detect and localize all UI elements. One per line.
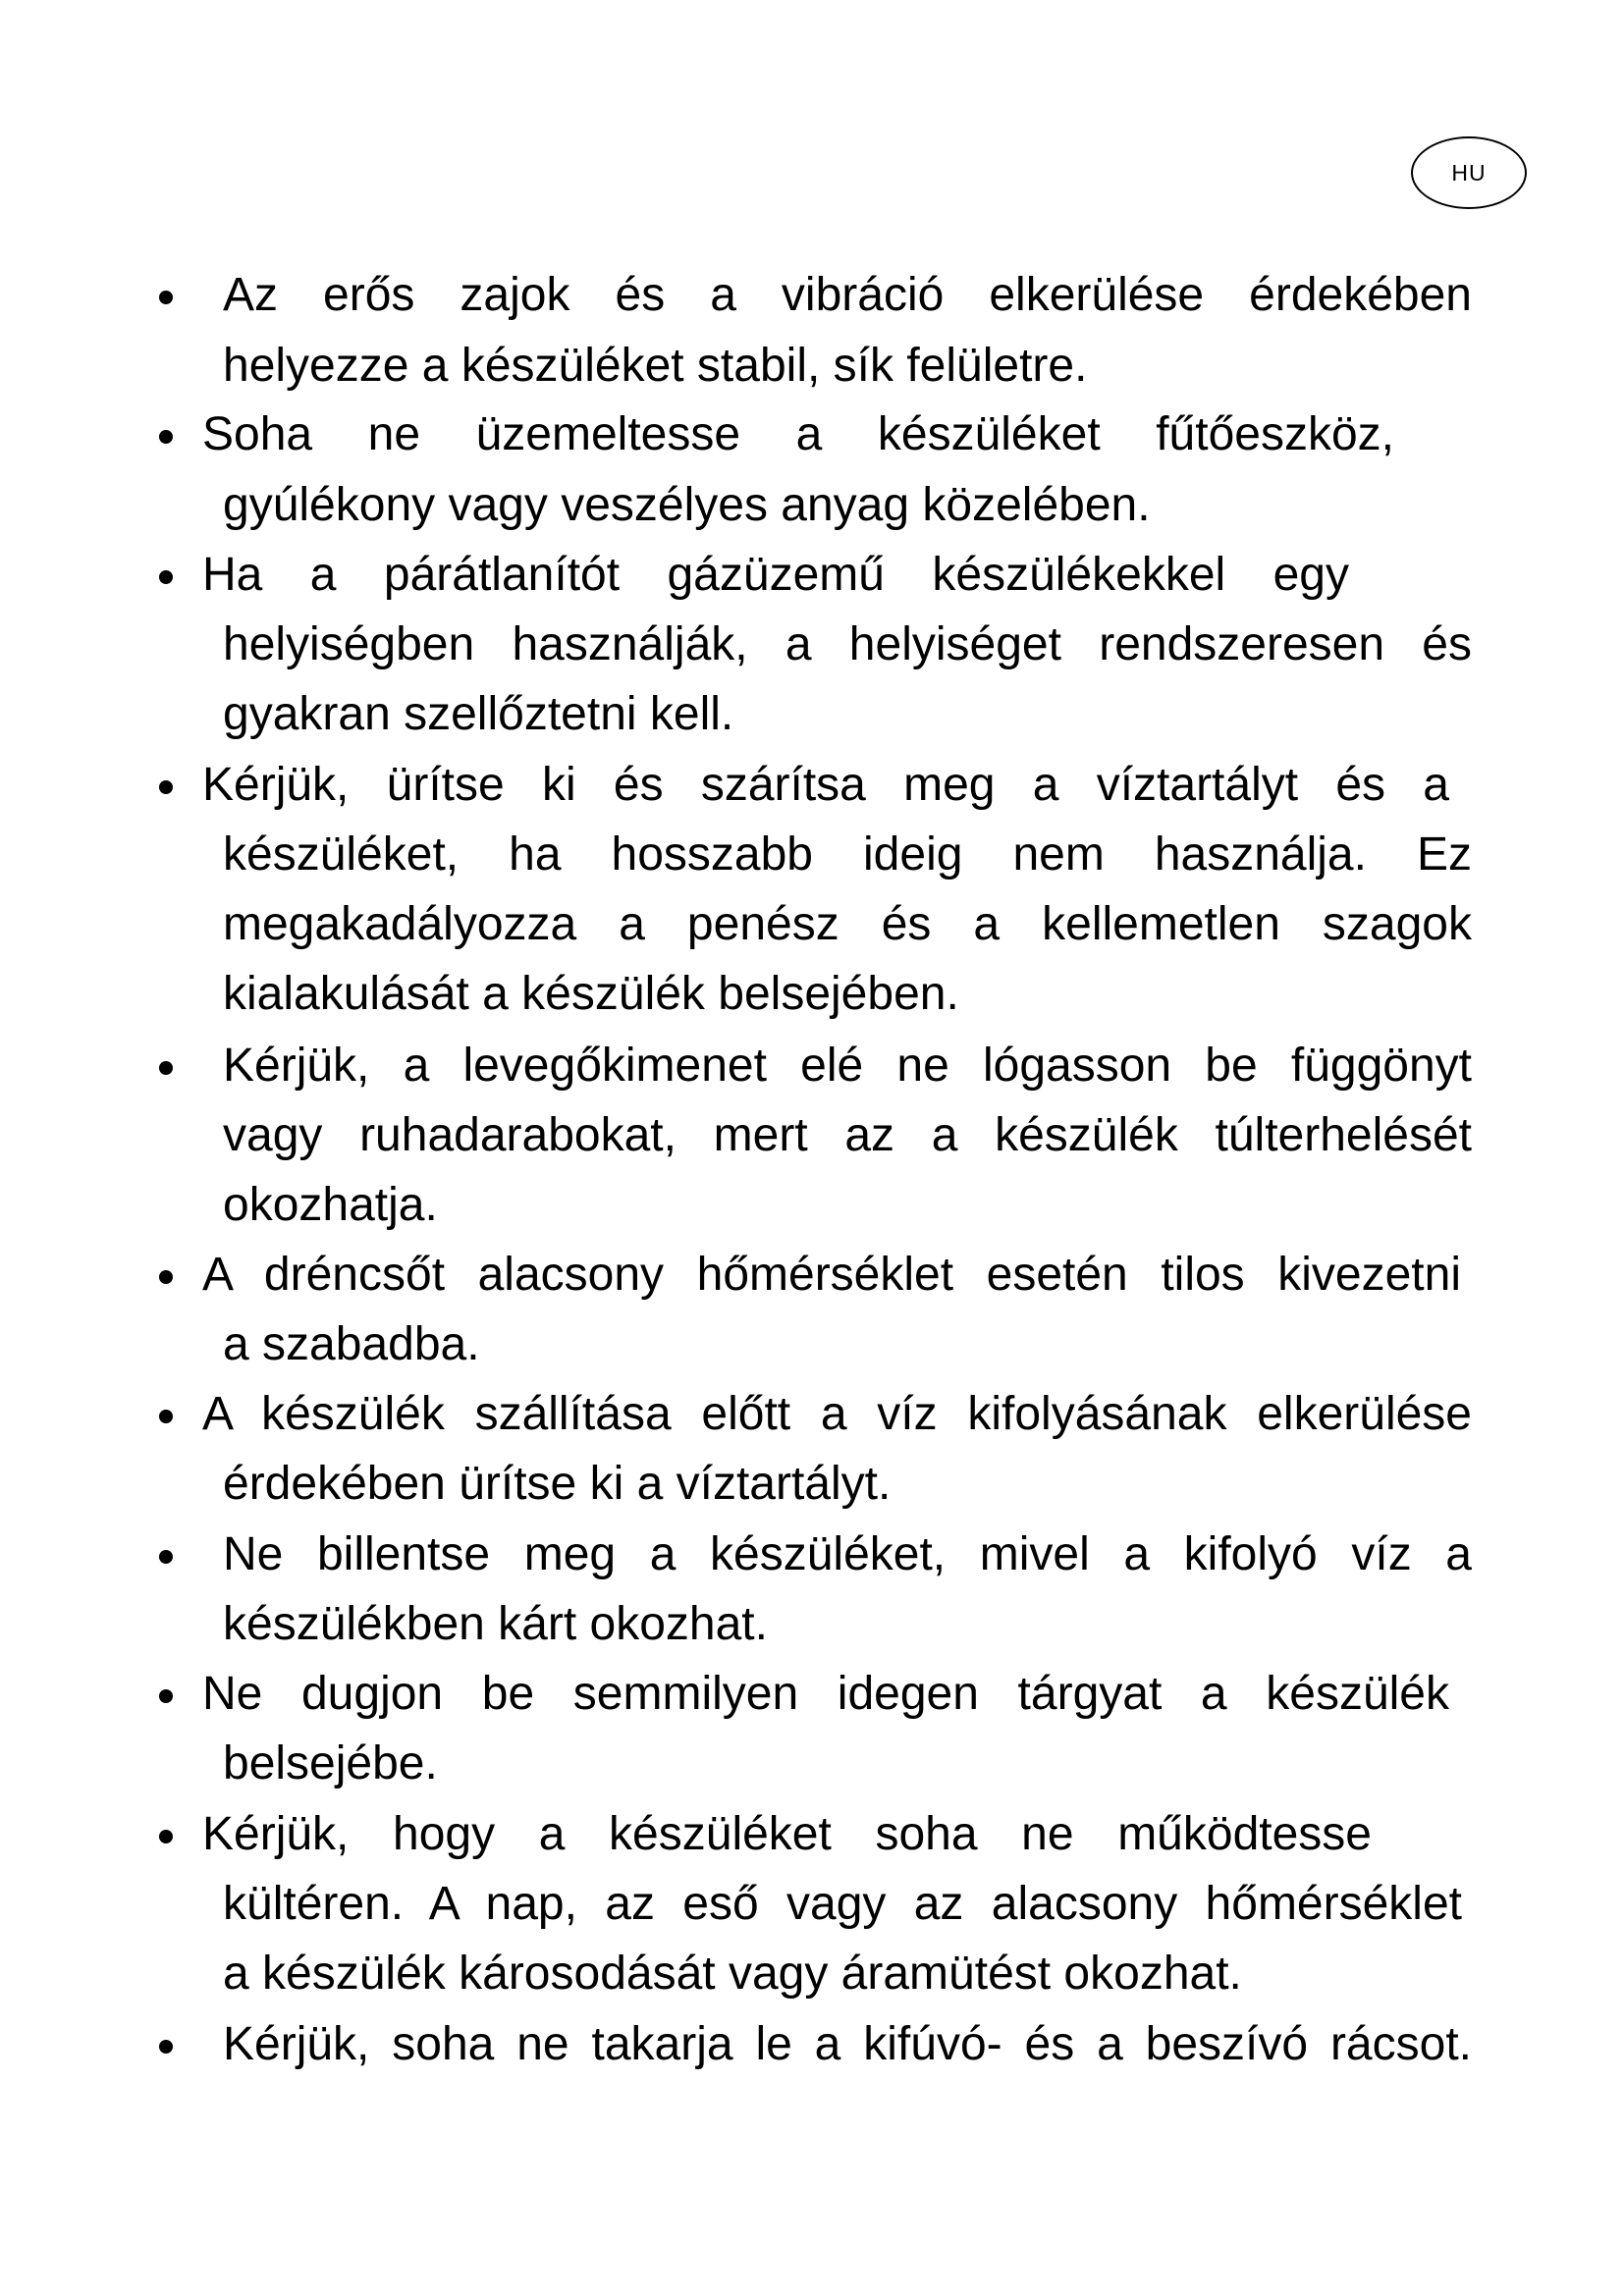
bullet-icon <box>159 1689 173 1703</box>
item-text-line: gyakran szellőztetni kell. <box>223 688 734 740</box>
item-text-line: Az erős zajok és a vibráció elkerülése érdekében <box>223 269 1472 321</box>
bullet-icon <box>159 430 173 444</box>
item-text-line: okozhatja. <box>223 1179 438 1231</box>
item-text-line: a szabadba. <box>223 1318 480 1370</box>
bullet-icon <box>159 1061 173 1075</box>
item-text-line: Ne billentse meg a készüléket, mivel a kifolyó víz a <box>223 1528 1472 1580</box>
item-text-line: helyiségben használják, a helyiséget rendszeresen és <box>223 618 1472 670</box>
item-text-line: vagy ruhadarabokat, mert az a készülék túlterhelését <box>223 1109 1472 1161</box>
item-text-line: érdekében ürítse ki a víztartályt. <box>223 1458 892 1510</box>
item-text-line: A dréncsőt alacsony hőmérséklet esetén tilos kivezetni <box>202 1249 1461 1301</box>
item-text-line: megakadályozza a penész és a kellemetlen szagok <box>223 898 1472 950</box>
language-badge-label: HU <box>1451 159 1487 186</box>
item-text-line: Kérjük, a levegőkimenet elé ne lógasson be függönyt <box>223 1040 1472 1092</box>
bullet-icon <box>159 1550 173 1564</box>
item-text-line: Kérjük, hogy a készüléket soha ne működtesse <box>202 1808 1372 1860</box>
item-text-line: A készülék szállítása előtt a víz kifolyásának elkerülése <box>202 1388 1472 1440</box>
item-text-line: Ne dugjon be semmilyen idegen tárgyat a készülék <box>202 1668 1449 1720</box>
bullet-icon <box>159 1830 173 1843</box>
item-text-line: készüléket, ha hosszabb ideig nem használja. Ez <box>223 828 1472 881</box>
bullet-icon <box>159 2040 173 2054</box>
bullet-icon <box>159 1410 173 1423</box>
item-text-line: gyúlékony vagy veszélyes anyag közelében. <box>223 479 1151 531</box>
item-text-line: Ha a párátlanítót gázüzemű készülékekkel egy <box>202 549 1349 601</box>
item-text-line: Soha ne üzemeltesse a készüléket fűtőeszköz, <box>202 408 1394 460</box>
item-text-line: kialakulását a készülék belsejében. <box>223 968 959 1020</box>
item-text-line: belsejébe. <box>223 1737 438 1789</box>
item-text-line: helyezze a készüléket stabil, sík felületre. <box>223 340 1088 392</box>
bullet-icon <box>159 1270 173 1284</box>
bullet-icon <box>159 780 173 794</box>
item-text-line: Kérjük, soha ne takarja le a kifúvó- és a beszívó rácsot. <box>223 2018 1472 2070</box>
bullet-icon <box>159 570 173 584</box>
bullet-icon <box>159 291 173 304</box>
item-text-line: kültéren. A nap, az eső vagy az alacsony hőmérséklet <box>223 1878 1462 1930</box>
item-text-line: készülékben kárt okozhat. <box>223 1598 768 1650</box>
item-text-line: Kérjük, ürítse ki és szárítsa meg a víztartályt és a <box>202 759 1449 811</box>
item-text-line: a készülék károsodását vagy áramütést okozhat. <box>223 1948 1242 2000</box>
